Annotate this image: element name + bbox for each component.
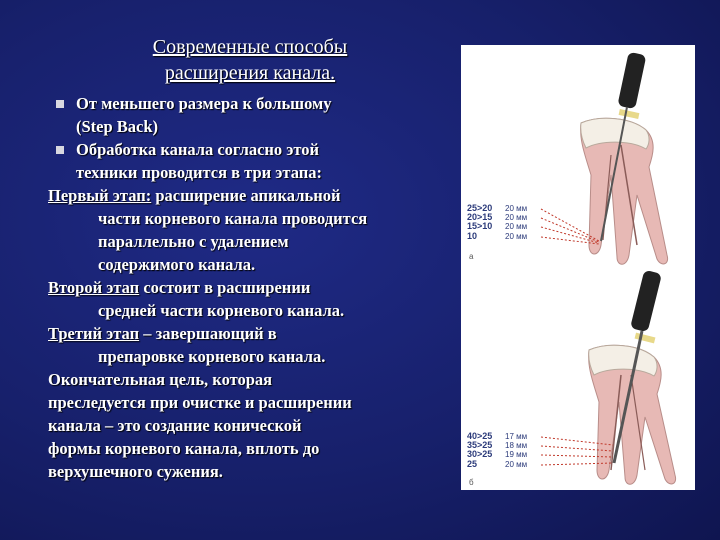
slide-body xyxy=(48,92,448,483)
size-a-1: 25>20 xyxy=(467,203,493,213)
bullet-1-line-1: От меньшего размера к большому xyxy=(76,94,332,113)
len-b-1: 17 мм xyxy=(505,432,528,441)
size-b-4: 25 xyxy=(467,459,478,469)
final-line-5: верхушечного сужения. xyxy=(48,462,223,481)
legend-b xyxy=(467,431,527,487)
tooth-illustration xyxy=(461,45,695,490)
size-b-1: 40>25 xyxy=(467,431,493,441)
stage-2-line-2: средней части корневого канала. xyxy=(98,301,345,320)
panel-a-letter: a xyxy=(469,252,474,261)
final-line-2: преследуется при очистке и расширении xyxy=(48,393,352,412)
rubber-stop-b xyxy=(635,333,656,344)
slide-title xyxy=(100,34,400,86)
title-line-2: расширения канала. xyxy=(164,62,336,84)
title-line-1: Современные способы xyxy=(152,36,348,58)
size-b-2: 35>25 xyxy=(467,440,493,450)
stage-1-label: Первый этап: xyxy=(48,186,152,205)
stage-3-label: Третий этап xyxy=(48,324,140,343)
stage-3-line-2: препаровке корневого канала. xyxy=(98,347,326,366)
size-a-3: 15>10 xyxy=(467,221,493,231)
stage-1-paragraph xyxy=(48,184,448,276)
len-b-2: 18 мм xyxy=(505,441,528,450)
len-b-4: 20 мм xyxy=(505,460,528,469)
len-a-2: 20 мм xyxy=(505,213,528,222)
stage-1-line-1: расширение апикальной xyxy=(151,186,341,205)
tooth-diagram-svg xyxy=(461,45,695,490)
len-a-3: 20 мм xyxy=(505,222,528,231)
stage-2-label: Второй этап xyxy=(48,278,140,297)
stage-3-line-1: – завершающий в xyxy=(139,324,277,343)
stage-3-paragraph xyxy=(48,322,448,368)
stage-2-paragraph xyxy=(48,276,448,322)
len-a-4: 20 мм xyxy=(505,232,528,241)
bullet-2-line-2: техники проводится в три этапа: xyxy=(76,163,323,182)
stage-1-line-2: части корневого канала проводится xyxy=(98,209,368,228)
size-a-4: 10 xyxy=(467,231,478,241)
legend-a xyxy=(467,203,527,261)
final-line-1: Окончательная цель, которая xyxy=(48,370,273,389)
bullet-square-icon xyxy=(56,146,64,154)
stage-2-line-1: состоит в расширении xyxy=(139,278,311,297)
tooth-a xyxy=(581,118,668,264)
size-a-2: 20>15 xyxy=(467,212,493,222)
len-b-3: 19 мм xyxy=(505,450,528,459)
stage-1-line-4: содержимого канала. xyxy=(98,255,256,274)
final-line-4: формы корневого канала, вплоть до xyxy=(48,439,320,458)
panel-b-letter: б xyxy=(469,478,474,487)
size-b-3: 30>25 xyxy=(467,449,493,459)
len-a-1: 20 мм xyxy=(505,204,528,213)
stage-1-line-3: параллельно с удалением xyxy=(98,232,289,251)
bullet-step-back xyxy=(48,92,448,138)
bullet-1-line-2: (Step Back) xyxy=(76,117,159,136)
file-handle-b xyxy=(630,270,662,333)
bullet-2-line-1: Обработка канала согласно этой xyxy=(76,140,320,159)
bullet-three-stages xyxy=(48,138,448,184)
file-handle-a xyxy=(617,52,646,110)
final-line-3: канала – это создание конической xyxy=(48,416,302,435)
rubber-stop-a xyxy=(619,109,640,119)
bullet-square-icon xyxy=(56,100,64,108)
